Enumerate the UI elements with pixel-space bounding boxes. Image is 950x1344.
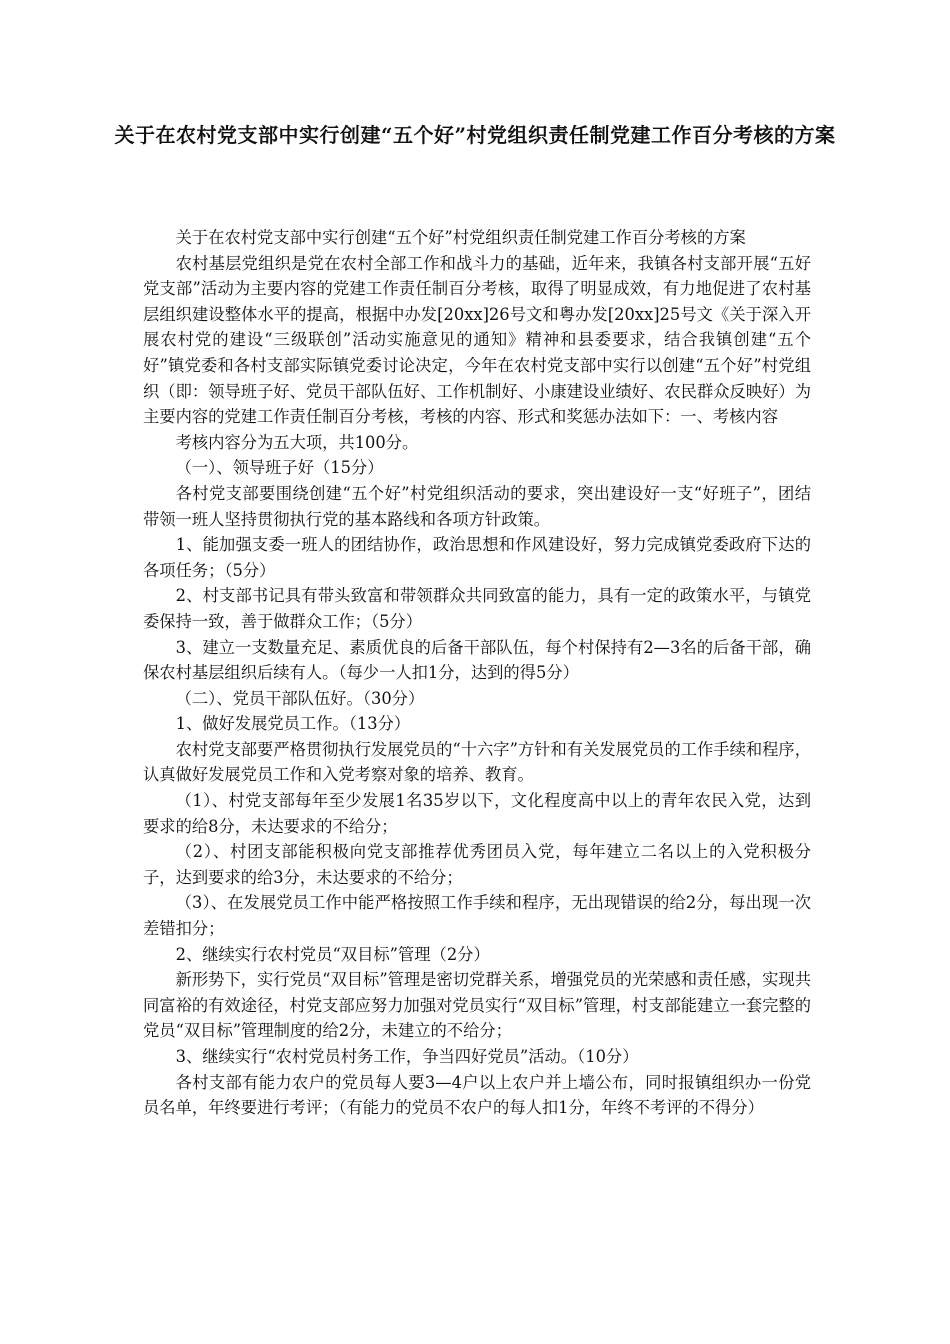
paragraph: 农村党支部要严格贯彻执行发展党员的“十六字”方针和有关发展党员的工作手续和程序，认真做好发展党员工作和入党考察对象的培养、教育。 xyxy=(143,739,811,785)
list-item: （1）、村党支部每年至少发展1名35岁以下，文化程度高中以上的青年农民入党，达到要求的给8分，未达要求的不给分； xyxy=(143,791,811,836)
document-body xyxy=(143,225,811,1121)
list-item: （2）、村团支部能积极向党支部推荐优秀团员入党，每年建立二名以上的入党积极分子，达到要求的给3分，未达要求的不给分； xyxy=(143,842,811,887)
list-item: 1、做好发展党员工作。（13分） xyxy=(175,714,411,734)
document-title: 关于在农村党支部中实行创建“五个好”村党组织责任制党建工作百分考核的方案 xyxy=(114,123,836,147)
section-heading: （二）、党员干部队伍好。（30分） xyxy=(175,688,425,708)
list-item: 1、能加强支委一班人的团结协作，政治思想和作风建设好，努力完成镇党委政府下达的各项任务；（5分） xyxy=(143,535,811,580)
paragraph: 新形势下，实行党员“双目标”管理是密切党群关系，增强党员的光荣感和责任感，实现共同富裕的有效途径，村党支部应努力加强对党员实行“双目标”管理，村支部能建立一套完整的党员“双目标”管理制度的给2分，未建立的不给分； xyxy=(143,970,811,1041)
list-item: （3）、在发展党员工作中能严格按照工作手续和程序，无出现错误的给2分，每出现一次差错扣分； xyxy=(143,893,811,939)
list-item: 3、建立一支数量充足、素质优良的后备干部队伍，每个村保持有2—3名的后备干部，确保农村基层组织后续有人。（每少一人扣1分，达到的得5分） xyxy=(143,637,811,683)
list-item: 2、村支部书记具有带头致富和带领群众共同致富的能力，具有一定的政策水平，与镇党委保持一致，善于做群众工作；（5分） xyxy=(143,586,811,631)
list-item: 3、继续实行“农村党员村务工作，争当四好党员”活动。（10分） xyxy=(175,1047,639,1066)
paragraph: 考核内容分为五大项，共100分。 xyxy=(175,432,419,452)
paragraph: 各村党支部要围绕创建“五个好”村党组织活动的要求，突出建设好一支“好班子”，团结带领一班人坚持贯彻执行党的基本路线和各项方针政策。 xyxy=(143,483,811,529)
paragraph: 各村支部有能力农户的党员每人要3—4户以上农户并上墙公布，同时报镇组织办一份党员名单，年终要进行考评；（有能力的党员不农户的每人扣1分，年终不考评的不得分） xyxy=(143,1072,811,1118)
paragraph: 关于在农村党支部中实行创建“五个好”村党组织责任制党建工作百分考核的方案 xyxy=(175,228,746,247)
paragraph: 农村基层党组织是党在农村全部工作和战斗力的基础，近年来，我镇各村支部开展“五好党支部”活动为主要内容的党建工作责任制百分考核，取得了明显成效，有力地促进了农村基层组织建设整体水平的提高，根据中办发[20xx]26号文和粤办发[20xx]25号文《关于深入开展农村党的建设“三级联创”活动实施意见的通知》精神和县委要求，结合我镇创建“五个好”镇党委和各村支部实际镇党委讨论决定，今年在农村党支部中实行以创建“五个好”村党组织（即：领导班子好、党员干部队伍好、工作机制好、小康建设业绩好、农民群众反映好）为主要内容的党建工作责任制百分考核，考核的内容、形式和奖惩办法如下：一、考核内容 xyxy=(143,253,811,427)
section-heading: （一）、领导班子好（15分） xyxy=(175,458,384,478)
list-item: 2、继续实行农村党员“双目标”管理（2分） xyxy=(175,944,490,964)
